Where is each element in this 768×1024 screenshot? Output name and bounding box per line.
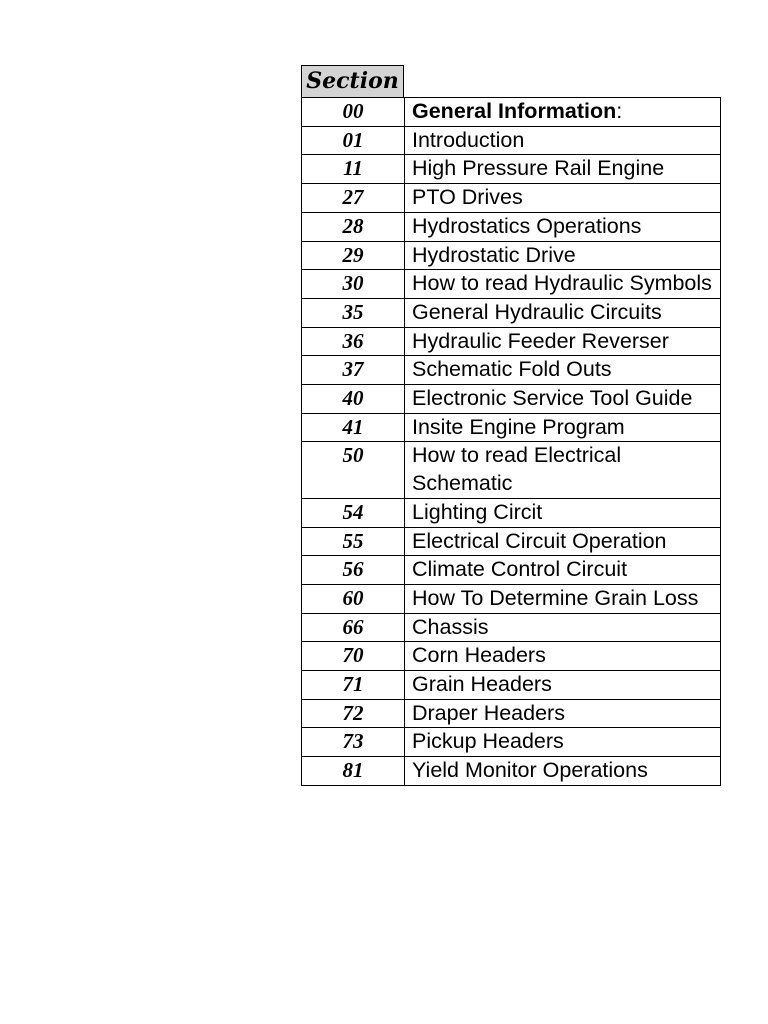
section-title: Climate Control Circuit	[405, 556, 721, 584]
section-number: 01	[302, 127, 405, 155]
section-title: Hydraulic Feeder Reverser	[405, 328, 721, 356]
section-number: 71	[302, 671, 405, 699]
section-title: Lighting Circit	[405, 499, 721, 527]
section-number: 28	[302, 213, 405, 241]
table-row	[302, 184, 721, 213]
section-title: How to read Electrical Schematic	[405, 442, 721, 497]
section-title: How to read Hydraulic Symbols	[405, 270, 721, 298]
section-number: 37	[302, 356, 405, 384]
section-title: Insite Engine Program	[405, 414, 721, 442]
table-row	[302, 155, 721, 184]
table-row	[302, 98, 721, 127]
table-header-row	[301, 65, 721, 97]
table-row	[302, 442, 721, 498]
section-number: 11	[302, 155, 405, 183]
section-number: 41	[302, 414, 405, 442]
section-title: Introduction	[405, 127, 721, 155]
section-title: PTO Drives	[405, 184, 721, 212]
section-title-suffix: :	[616, 99, 623, 123]
section-title: Chassis	[405, 614, 721, 642]
section-title: Hydrostatics Operations	[405, 213, 721, 241]
table-row	[302, 671, 721, 700]
section-title: Electrical Circuit Operation	[405, 528, 721, 556]
section-number: 55	[302, 528, 405, 556]
table-row	[302, 614, 721, 643]
section-header: Section	[301, 65, 404, 97]
section-title: Schematic Fold Outs	[405, 356, 721, 384]
section-number: 50	[302, 442, 405, 497]
section-number: 72	[302, 700, 405, 728]
section-number: 27	[302, 184, 405, 212]
table-row	[302, 757, 721, 786]
table-row	[302, 242, 721, 271]
table-row	[302, 270, 721, 299]
table-row	[302, 728, 721, 757]
table-row	[302, 127, 721, 156]
table-row	[302, 213, 721, 242]
table-row	[302, 414, 721, 443]
table-row	[302, 385, 721, 414]
section-title: Yield Monitor Operations	[405, 757, 721, 785]
table-body	[301, 97, 721, 786]
section-title	[405, 98, 721, 126]
section-title: Grain Headers	[405, 671, 721, 699]
section-number: 81	[302, 757, 405, 785]
table-row	[302, 328, 721, 357]
section-number: 40	[302, 385, 405, 413]
table-row	[302, 299, 721, 328]
section-number: 60	[302, 585, 405, 613]
table-row	[302, 499, 721, 528]
section-number: 36	[302, 328, 405, 356]
section-number: 29	[302, 242, 405, 270]
section-number: 35	[302, 299, 405, 327]
section-number: 54	[302, 499, 405, 527]
table-row	[302, 356, 721, 385]
section-title-bold: General Information	[412, 99, 617, 123]
table-row	[302, 585, 721, 614]
section-title: Corn Headers	[405, 642, 721, 670]
section-title: Hydrostatic Drive	[405, 242, 721, 270]
table-row	[302, 528, 721, 557]
section-number: 66	[302, 614, 405, 642]
section-number: 73	[302, 728, 405, 756]
section-number: 56	[302, 556, 405, 584]
section-number: 00	[302, 98, 405, 126]
section-table	[301, 65, 721, 786]
section-number: 70	[302, 642, 405, 670]
table-row	[302, 556, 721, 585]
section-title: Draper Headers	[405, 700, 721, 728]
section-title: General Hydraulic Circuits	[405, 299, 721, 327]
section-title: High Pressure Rail Engine	[405, 155, 721, 183]
table-row	[302, 642, 721, 671]
section-number: 30	[302, 270, 405, 298]
section-title: Electronic Service Tool Guide	[405, 385, 721, 413]
table-row	[302, 700, 721, 729]
section-title: How To Determine Grain Loss	[405, 585, 721, 613]
section-title: Pickup Headers	[405, 728, 721, 756]
